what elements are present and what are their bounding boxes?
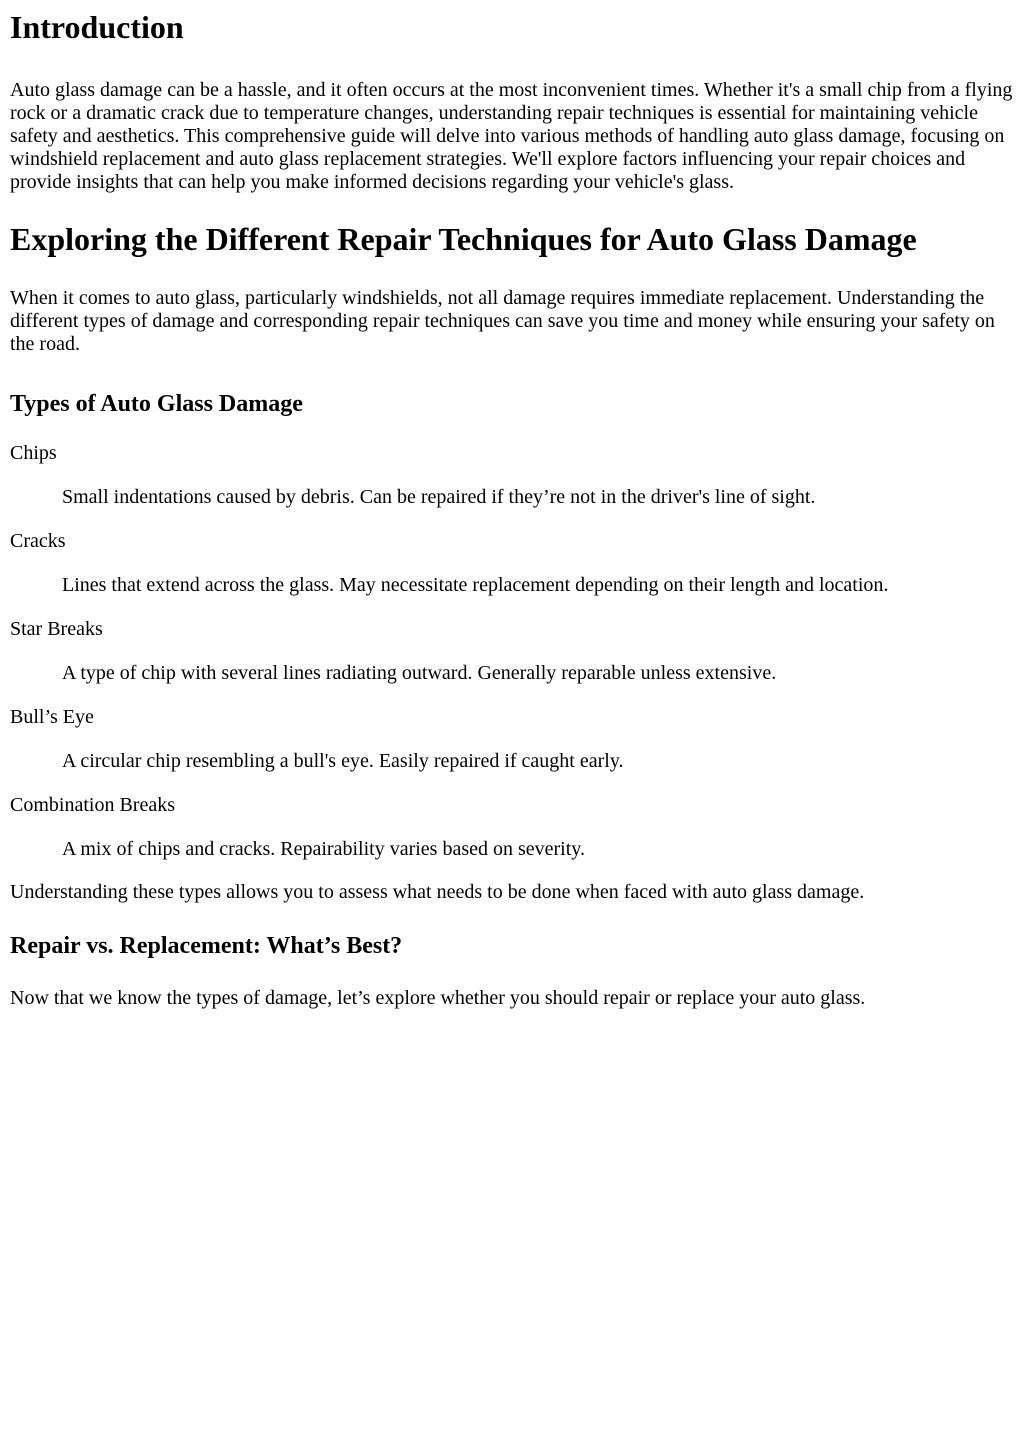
repair-vs-replacement-paragraph: Now that we know the types of damage, let’s explore whether you should repair or replace your auto glass. (10, 987, 866, 1009)
damage-type-term: Bull’s Eye (10, 706, 94, 728)
intro-paragraph: Auto glass damage can be a hassle, and it often occurs at the most inconvenient times. Whether it's a small chip from a flying rock or a dramatic crack due to temperature changes, understanding repair techniques is essential for maintaining vehicle safety and aesthetics. This comprehensive guide will delve into various methods of handling auto glass damage, focusing on windshield replacement and auto glass replacement strategies. We'll explore factors influencing your repair choices and provide insights that can help you make informed decisions regarding your vehicle's glass. (10, 79, 1013, 193)
damage-type-description: A type of chip with several lines radiating outward. Generally reparable unless extensive. (62, 662, 777, 684)
intro-heading: Introduction (10, 9, 184, 45)
repair-vs-replacement-heading: Repair vs. Replacement: What’s Best? (10, 933, 403, 959)
damage-types-list (10, 442, 1014, 861)
damage-type-description: A mix of chips and cracks. Repairability varies based on severity. (62, 838, 585, 860)
damage-type-term: Star Breaks (10, 618, 103, 640)
techniques-paragraph: When it comes to auto glass, particularly windshields, not all damage requires immediate replacement. Understanding the different types of damage and corresponding repair techniques can save you time and money while ensuring your safety on the road. (10, 287, 995, 355)
damage-type-description: Small indentations caused by debris. Can be repaired if they’re not in the driver's line of sight. (62, 486, 816, 508)
damage-type-term: Combination Breaks (10, 794, 175, 816)
damage-type-term: Chips (10, 442, 57, 464)
damage-type-description: A circular chip resembling a bull's eye. Easily repaired if caught early. (62, 750, 624, 772)
damage-type-description: Lines that extend across the glass. May necessitate replacement depending on their length and location. (62, 574, 889, 596)
techniques-heading: Exploring the Different Repair Techniques for Auto Glass Damage (10, 221, 917, 257)
damage-type-term: Cracks (10, 530, 66, 552)
damage-types-heading: Types of Auto Glass Damage (10, 391, 303, 417)
damage-types-summary: Understanding these types allows you to assess what needs to be done when faced with auto glass damage. (10, 881, 865, 903)
article (0, 9, 1024, 1010)
